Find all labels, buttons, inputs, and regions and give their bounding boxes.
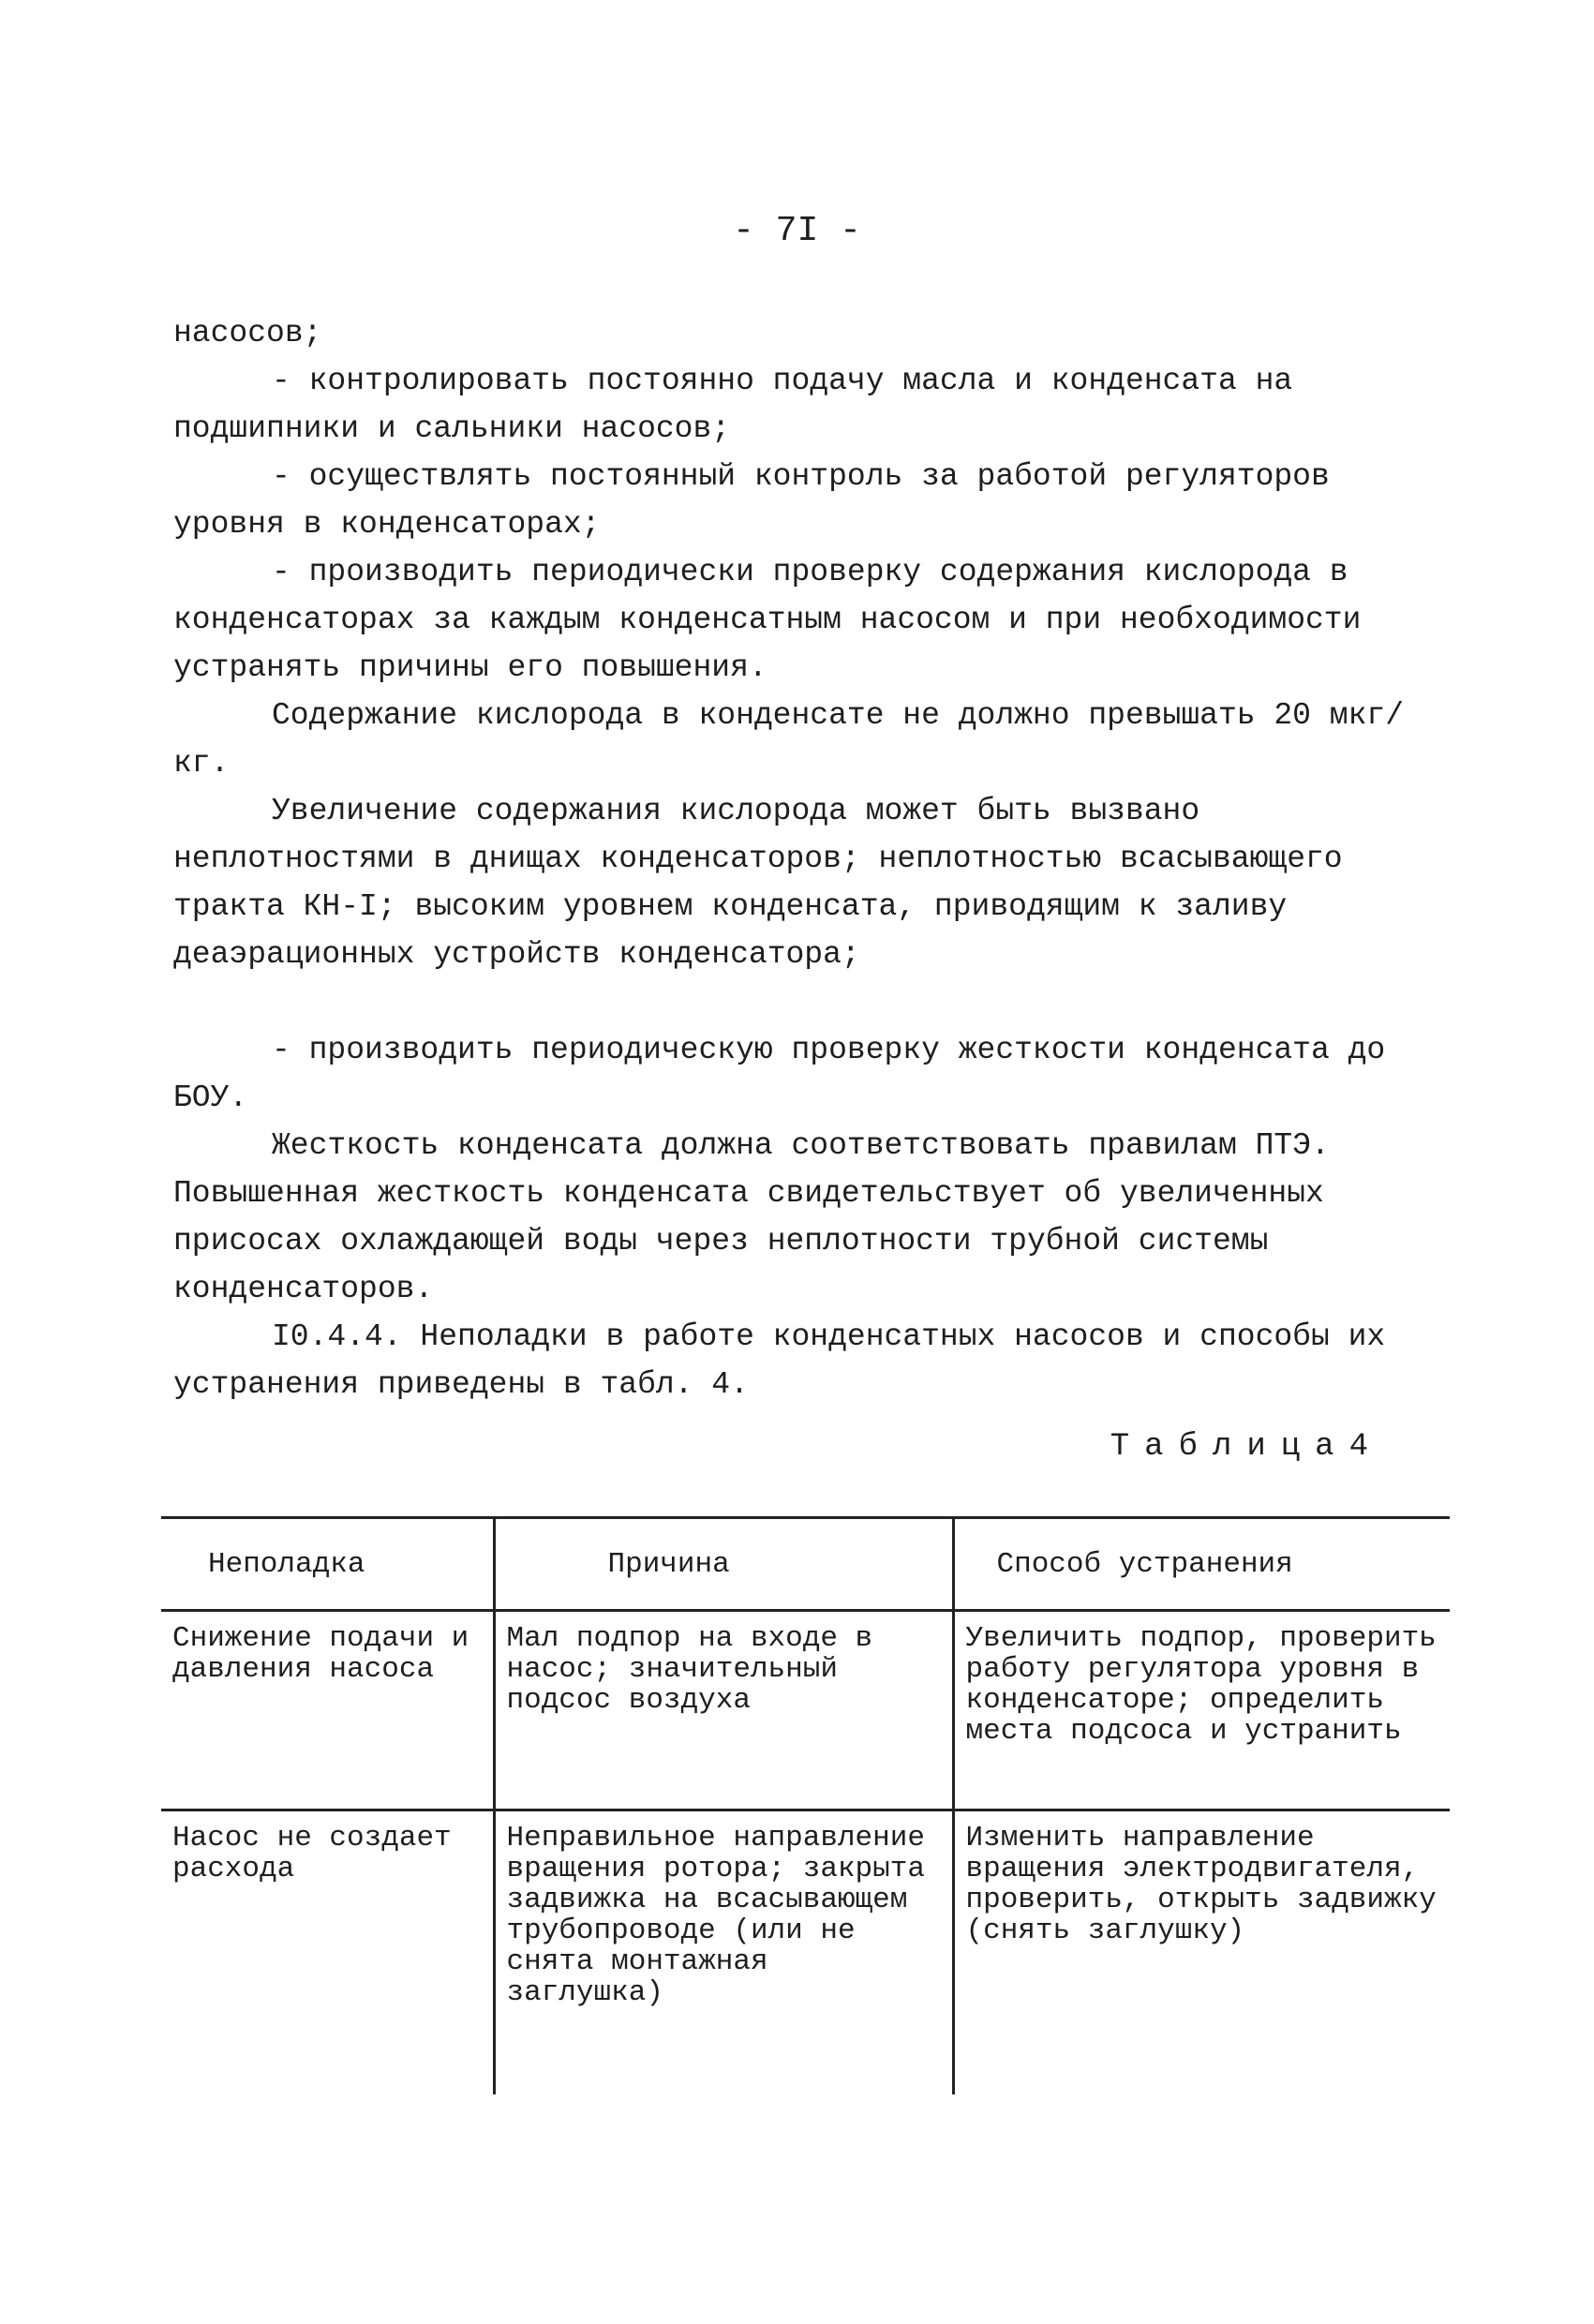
paragraph: - производить периодически проверку содержания кислорода в конденсаторах за каждым конденсатным насосом и при необходимости устранять причины его повышения. [173, 555, 1362, 685]
table-cell: Увеличить подпор, проверить работу регулятора уровня в конденсаторе; определить места подсоса и устранить [953, 1611, 1450, 1810]
paragraph: - осуществлять постоянный контроль за работой регуляторов уровня в конденсаторах; [173, 459, 1330, 542]
table-cell: Изменить направление вращения электродвигателя, проверить, открыть задвижку (снять заглушку) [953, 1810, 1450, 2095]
paragraph: насосов; [173, 316, 322, 350]
paragraph: - производить периодическую проверку жесткости конденсата до БОУ. [173, 1033, 1386, 1115]
column-header: Неполадка [161, 1518, 494, 1611]
fault-table [161, 1516, 1450, 2094]
table-cell: Снижение подачи и давления насоса [161, 1611, 494, 1810]
table-cell: Насос не создает расхода [172, 1822, 452, 1885]
paragraph: - контролировать постоянно подачу масла и конденсата на подшипники и сальники насосов; [173, 364, 1293, 446]
table-row [161, 1810, 1450, 2095]
table-header-row [161, 1518, 1450, 1611]
column-header: Причина [494, 1518, 953, 1611]
body-text [173, 309, 1452, 1408]
page-number: - 7I - [733, 211, 861, 251]
paragraph: Жесткость конденсата должна соответствовать правилам ПТЭ. Повышенная жесткость конденсата свидетельствует об увеличенных присосах охлаждающей воды через неплотности трубной системы конденсаторов. [173, 1128, 1330, 1306]
column-header: Способ устранения [953, 1518, 1450, 1611]
table-caption: Таблица4 [1110, 1429, 1383, 1465]
table-cell: Мал подпор на входе в насос; значительный подсос воздуха [494, 1611, 953, 1810]
paragraph: Увеличение содержания кислорода может быть вызвано неплотностями в днищах конденсаторов; неплотностью всасывающего тракта КН-I; высоким уровнем конденсата, приводящим к заливу деаэрационных устройств конденсатора; [173, 794, 1343, 972]
paragraph: Содержание кислорода в конденсате не должно превышать 20 мкг/кг. [173, 698, 1404, 781]
paragraph: I0.4.4. Неполадки в работе конденсатных насосов и способы их устранения приведены в табл. 4. [173, 1319, 1386, 1402]
table-cell: Неправильное направление вращения ротора; закрыта задвижка на всасывающем трубопроводе (или не снята монтажная заглушка) [494, 1810, 953, 2095]
table-row [161, 1611, 1450, 1810]
